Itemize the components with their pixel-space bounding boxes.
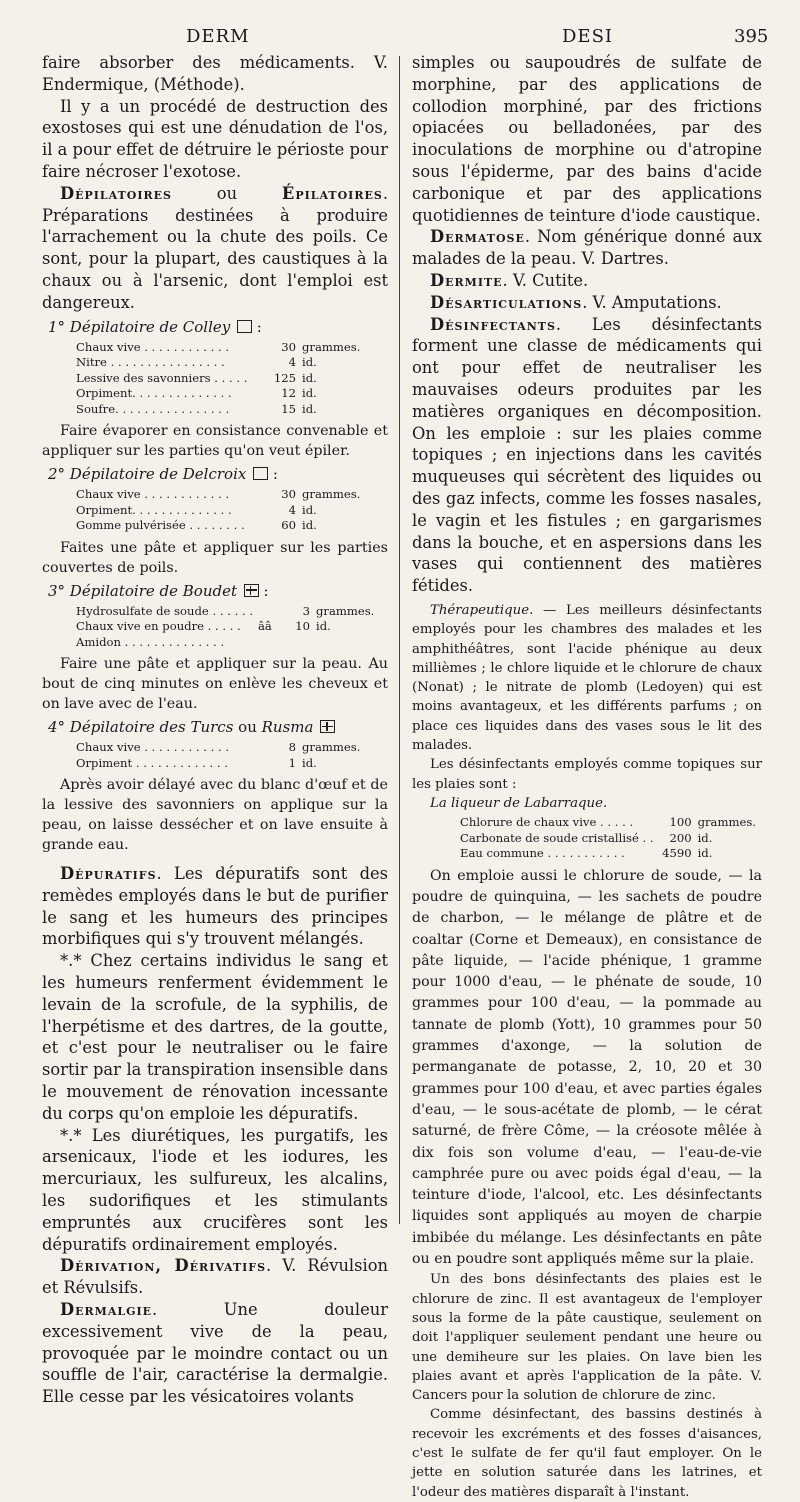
recipe-table-labarraque	[460, 815, 756, 862]
paragraph: simples ou saupoudrés de sulfate de morphine, par des applications de collodion morphiné, par des frictions opiacées ou belladonées, par des inoculations de morphine ou d'atropine sous l'épiderme, par des bains d'acide carbonique et par des applications quotidiennes de teinture d'iode caustique.	[412, 53, 762, 225]
entry-term: Dermalgie	[60, 1300, 153, 1319]
entry-term: Désinfectants	[430, 314, 556, 334]
header-center-word: DESI	[562, 26, 614, 47]
paragraph: Faites une pâte et appliquer sur les parties couvertes de poils.	[42, 539, 388, 576]
square-symbol-icon	[253, 467, 268, 480]
paragraph: Il y a un procédé de destruction des exostoses qui est une dénudation de l'os, il a pour effet de détruire le périoste pour faire nécroser l'exotose.	[42, 96, 388, 181]
table-row: Gomme pulvérisée . . . . . . . . 60 id.	[76, 518, 317, 533]
entry-dermalgie: Dermalgie. Une douleur excessivement vive de la peau, provoquée par le moindre contact ou un souffle de l'air, caractérise la dermalgie. Elle cesse par les vésicatoires volants	[42, 1300, 388, 1407]
header-left-word: DERM	[186, 26, 250, 47]
table-row: Eau commune . . . . . . . . . . . 4590 id.	[460, 846, 713, 861]
recipe-table-turcs	[76, 740, 360, 771]
column-divider	[399, 56, 400, 1224]
recipe-title: La liqueur de Labarraque.	[430, 795, 608, 811]
paragraph: On emploie aussi le chlorure de soude, — la poudre de quinquina, — les sachets de poudre de charbon, — le mélange de plâtre et de coaltar (Corne et Demeaux), en consistance de pâte liquide, — l'acide phénique, 1 gramme pour 1000 d'eau, — le phénate de soude, 10 grammes pour 100 d'eau, — la pommade au tannate de plomb (Yott), 10 grammes pour 50 grammes d'axonge, — la solution de permanganate de potasse, 2, 10, 20 et 30 grammes pour 100 d'eau, et avec parties égales d'eau, — le sous-acétate de plomb, — le cérat saturné, de frère Côme, — la créosote mêlée à dix fois son volume d'eau, — l'eau-de-vie camphrée pure ou avec poids égal d'eau, — la teinture d'iode, l'alcool, etc. Les désinfectants liquides sont appliqués au moyen de charpie imbibée du mélange. Les désinfectants en pâte ou en poudre sont appliqués même sur la plaie.	[412, 867, 762, 1268]
entry-term: Dérivation, Dérivatifs	[60, 1256, 267, 1276]
entry-dermite: Dermite. V. Cutite.	[430, 270, 589, 290]
entry-desinfectants: Désinfectants. Les désinfectants forment une classe de médicaments qui ont pour effet de neutraliser les mauvaises odeurs produites par les matières organiques en décomposition. On les emploie : sur les plaies comme topiques ; en injections dans les cavités muqueuses qui sécrètent des liquides ou des gaz infects, comme les fosses nasales, le vagin et les fistules ; en gargarismes dans la bouche, et en aspersions dans les vases qui contiennent des matières fétides.	[412, 314, 762, 596]
cross-box-symbol-icon	[244, 584, 259, 597]
recipe-title: 3° Dépilatoire de Boudet :	[48, 581, 269, 600]
entry-term: Désarticulations	[430, 292, 583, 312]
entry-desarticulations: Désarticulations. V. Amputations.	[430, 292, 722, 312]
entry-derivation: Dérivation, Dérivatifs. V. Révulsion et Révulsifs.	[42, 1256, 388, 1298]
table-row: Chaux vive . . . . . . . . . . . . 30 grammes.	[76, 339, 361, 354]
table-row: Chlorure de chaux vive . . . . . 100 grammes.	[460, 815, 756, 830]
table-row: Amidon . . . . . . . . . . . . . .	[76, 634, 225, 649]
entry-term: Dépuratifs	[60, 864, 157, 884]
paragraph: Un des bons désinfectants des plaies est le chlorure de zinc. Il est avantageux de l'employer sous la forme de la pâte caustique, seulement on doit l'appliquer seulement pendant une heure ou une demiheure sur les plaies. On lave bien les plaies avant et après l'application de la pâte. V. Cancers pour la solution de chlorure de zinc.	[412, 1272, 762, 1404]
table-row: Chaux vive . . . . . . . . . . . . 30 grammes.	[76, 487, 361, 502]
entry-term: Épilatoires	[281, 183, 383, 203]
running-header	[0, 26, 800, 50]
asterism: *.*	[60, 951, 82, 971]
table-row: Orpiment. . . . . . . . . . . . . . 4 id.	[76, 502, 317, 517]
entry-term: Dermite	[430, 270, 503, 290]
right-column	[412, 52, 762, 1502]
table-row: Carbonate de soude cristallisé . . 200 id.	[460, 830, 713, 845]
cross-box-symbol-icon	[320, 720, 335, 733]
table-row: Orpiment . . . . . . . . . . . . . 1 id.	[76, 755, 317, 770]
paragraph: faire absorber des médicaments. V. Endermique, (Méthode).	[42, 53, 388, 94]
square-symbol-icon	[237, 320, 252, 333]
paragraph: Les désinfectants employés comme topiques sur les plaies sont :	[412, 757, 762, 792]
table-row: Chaux vive en poudre . . . . . ââ 10 id.	[76, 619, 331, 634]
table-row: Hydrosulfate de soude . . . . . . 3 grammes.	[76, 603, 375, 618]
entry-term: Dermatose	[430, 227, 525, 247]
paragraph: Comme désinfectant, des bassins destinés à recevoir les excréments et des fosses d'aisances, c'est le sulfate de fer qu'il faut employer. On le jette en solution saturée dans les latrines, et l'odeur des matières disparaît à l'instant.	[412, 1407, 762, 1500]
recipe-title: 4° Dépilatoire des Turcs ou Rusma	[48, 716, 388, 738]
recipe-title: 2° Dépilatoire de Delcroix :	[48, 465, 278, 484]
paragraph-therapeutique: Thérapeutique. — Les meilleurs désinfectants employés pour les chambres des malades et les amphithéâtres, sont l'acide phénique au deux millièmes ; le chlore liquide et le chlorure de chaux (Nonat) ; le nitrate de plomb (Ledoyen) qui est moins avantageux, et les différents parfums ; on place ces liquides dans des vases sous le lit des malades.	[412, 602, 762, 753]
paragraph: *.* Chez certains individus le sang et les humeurs renferment évidemment le levain de la scrofule, de la syphilis, de l'herpétisme et des dartres, de la goutte, et c'est pour le neutraliser ou le faire sortir par la transpiration insensible dans le mouvement de rénovation incessante du corps qu'on emploie les dépuratifs.	[42, 951, 388, 1123]
paragraph: Faire évaporer en consistance convenable et appliquer sur les parties qu'on veut épiler.	[42, 423, 388, 460]
paragraph: *.* Les diurétiques, les purgatifs, les arsenicaux, l'iode et les iodures, les mercuriaux, les sulfureux, les alcalins, les sudorifiques et les stimulants empruntés aux crucifères sont les dépuratifs ordinairement employés.	[42, 1125, 388, 1254]
asterism: *.*	[60, 1125, 82, 1145]
entry-depuratifs: Dépuratifs. Les dépuratifs sont des remèdes employés dans le but de purifier le sang et les humeurs des principes morbifiques qui s'y trouvent mélangés.	[42, 864, 388, 949]
page-number: 395	[734, 26, 769, 47]
entry-depilatoires: Dépilatoires ou Épilatoires. Préparations destinées à produire l'arrachement ou la chute des poils. Ce sont, pour la plupart, des caustiques à la chaux ou à l'arsenic, dont l'emploi est dangereux.	[42, 183, 388, 312]
paragraph: Après avoir délayé avec du blanc d'œuf et de la lessive des savonniers on applique sur la peau, on laisse dessécher et on lave ensuite à grande eau.	[42, 777, 388, 854]
paragraph: Faire une pâte et appliquer sur la peau. Au bout de cinq minutes on enlève les cheveux et on lave avec de l'eau.	[42, 656, 388, 713]
entry-term: Dépilatoires	[60, 183, 172, 203]
entry-dermatose: Dermatose. Nom générique donné aux malades de la peau. V. Dartres.	[412, 227, 762, 269]
table-row: Nitre . . . . . . . . . . . . . . . . 4 id.	[76, 355, 317, 370]
table-row: Lessive des savonniers . . . . . 125 id.	[76, 370, 317, 385]
table-row: Orpiment. . . . . . . . . . . . . . 12 id.	[76, 386, 317, 401]
recipe-title: 1° Dépilatoire de Colley :	[48, 317, 262, 336]
recipe-table-colley	[76, 340, 360, 418]
left-column	[42, 52, 388, 1408]
table-row: Soufre. . . . . . . . . . . . . . . . 15 id.	[76, 401, 317, 416]
table-row: Chaux vive . . . . . . . . . . . . 8 grammes.	[76, 740, 361, 755]
recipe-table-delcroix	[76, 487, 360, 534]
recipe-table-boudet	[76, 604, 374, 651]
